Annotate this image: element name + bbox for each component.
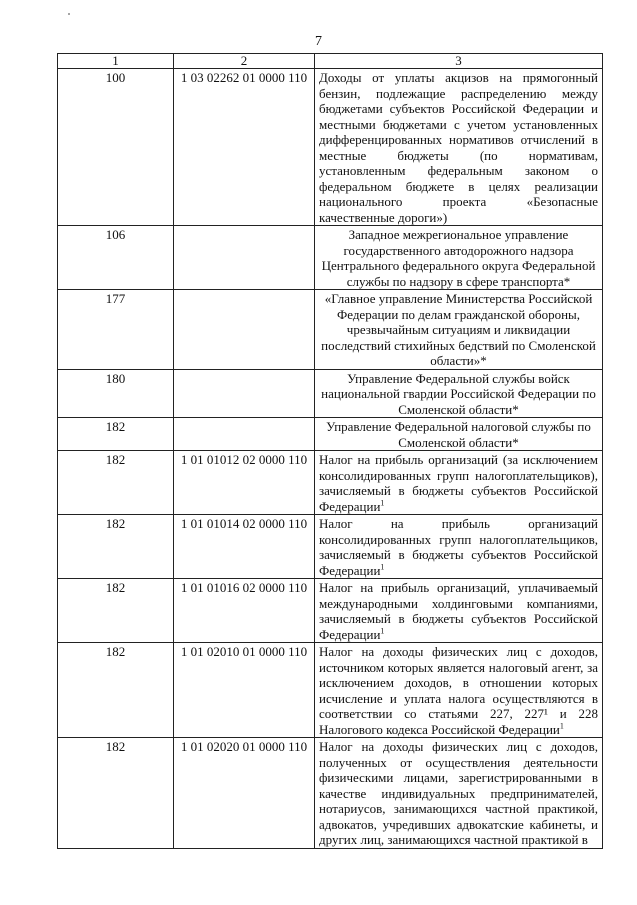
revenue-name-text: Управление Федеральной налоговой службы по Смоленской области* <box>326 419 591 450</box>
page-number: 7 <box>315 34 322 49</box>
footnote-mark: 1 <box>380 562 385 572</box>
revenue-name-cell <box>315 369 603 418</box>
revenue-name-cell <box>315 515 603 579</box>
table-row <box>58 643 603 738</box>
revenue-name-cell <box>315 451 603 515</box>
admin-code-cell: 177 <box>58 290 174 370</box>
admin-code-cell: 182 <box>58 643 174 738</box>
revenue-name-cell <box>315 69 603 226</box>
table-row <box>58 69 603 226</box>
budget-classification-code-cell <box>174 290 315 370</box>
table-header-row <box>58 54 603 69</box>
column-header-code: 2 <box>174 54 315 69</box>
revenue-name-text: Налог на доходы физических лиц с доходов, полученных от осуществления деятельности физическими лицами, зарегистрированными в качестве индивидуальных предпринимателей, нотариусов, занимающихся частной практикой, адвокатов, учредивших адвокатские кабинеты, и других лиц, занимающихся частной практикой в <box>319 739 598 847</box>
admin-code-cell: 180 <box>58 369 174 418</box>
revenue-name-text: Западное межрегиональное управление государственного автодорожного надзора Центрального федерального округа Федеральной службы по надзору в сфере транспорта* <box>321 227 596 289</box>
table-body <box>58 69 603 849</box>
revenue-name-text: Управление Федеральной службы войск национальной гвардии Российской Федерации по Смоленской области* <box>321 370 596 417</box>
revenue-name-text: «Главное управление Министерства Российской Федерации по делам гражданской обороны, чрезвычайным ситуациям и ликвидации последствий стихийных бедствий по Смоленской области»* <box>321 291 596 368</box>
admin-code-cell: 106 <box>58 226 174 290</box>
revenue-name-cell <box>315 643 603 738</box>
footnote-mark: 1 <box>559 721 564 731</box>
admin-code-cell: 100 <box>58 69 174 226</box>
budget-classification-code-cell: 1 01 02010 01 0000 110 <box>174 643 315 738</box>
column-header-admin: 1 <box>58 54 174 69</box>
admin-code-cell: 182 <box>58 738 174 849</box>
table-row <box>58 515 603 579</box>
table-row <box>58 290 603 370</box>
column-header-name: 3 <box>315 54 603 69</box>
admin-code-cell: 182 <box>58 451 174 515</box>
budget-revenue-table <box>57 53 603 849</box>
table-row <box>58 738 603 849</box>
revenue-name-cell <box>315 579 603 643</box>
revenue-name-text: Налог на прибыль организаций, уплачиваемый международными холдинговыми компаниями, зачисляемый в бюджеты субъектов Российской Федерации <box>319 580 598 642</box>
footnote-mark: 1 <box>380 498 385 508</box>
table-row <box>58 418 603 451</box>
footnote-mark: 1 <box>380 626 385 636</box>
budget-classification-code-cell: 1 03 02262 01 0000 110 <box>174 69 315 226</box>
revenue-name-text: Налог на прибыль организаций консолидированных групп налогоплательщиков, зачисляемый в бюджеты субъектов Российской Федерации <box>319 516 598 578</box>
admin-code-cell: 182 <box>58 418 174 451</box>
table-row <box>58 451 603 515</box>
table-row <box>58 226 603 290</box>
revenue-name-cell <box>315 418 603 451</box>
table-row <box>58 579 603 643</box>
revenue-name-text: Налог на доходы физических лиц с доходов, источником которых является налоговый агент, за исключением доходов, в отношении которых исчисление и уплата налога осуществляются в соответствии со статьями 227, 227¹ и 228 Налогового кодекса Российской Федерации <box>319 644 598 737</box>
admin-code-cell: 182 <box>58 579 174 643</box>
budget-classification-code-cell: 1 01 01014 02 0000 110 <box>174 515 315 579</box>
revenue-name-text: Налог на прибыль организаций (за исключением консолидированных групп налогоплательщиков), зачисляемый в бюджеты субъектов Российской Федерации <box>319 452 598 514</box>
revenue-name-cell <box>315 226 603 290</box>
budget-classification-code-cell <box>174 369 315 418</box>
revenue-name-text: Доходы от уплаты акцизов на прямогонный бензин, подлежащие распределению между бюджетами субъектов Российской Федерации и местными бюджетами с учетом установленных дифференцированных нормативов отчислений в местные бюджеты (по нормативам, установленным федеральным законом о федеральном бюджете в целях реализации национального проекта «Безопасные качественные дороги») <box>319 70 598 225</box>
table-row <box>58 369 603 418</box>
revenue-name-cell <box>315 738 603 849</box>
budget-classification-code-cell: 1 01 01012 02 0000 110 <box>174 451 315 515</box>
admin-code-cell: 182 <box>58 515 174 579</box>
budget-classification-code-cell <box>174 418 315 451</box>
budget-classification-code-cell: 1 01 02020 01 0000 110 <box>174 738 315 849</box>
budget-classification-code-cell <box>174 226 315 290</box>
revenue-name-cell <box>315 290 603 370</box>
budget-classification-code-cell: 1 01 01016 02 0000 110 <box>174 579 315 643</box>
scan-speck <box>68 13 70 15</box>
